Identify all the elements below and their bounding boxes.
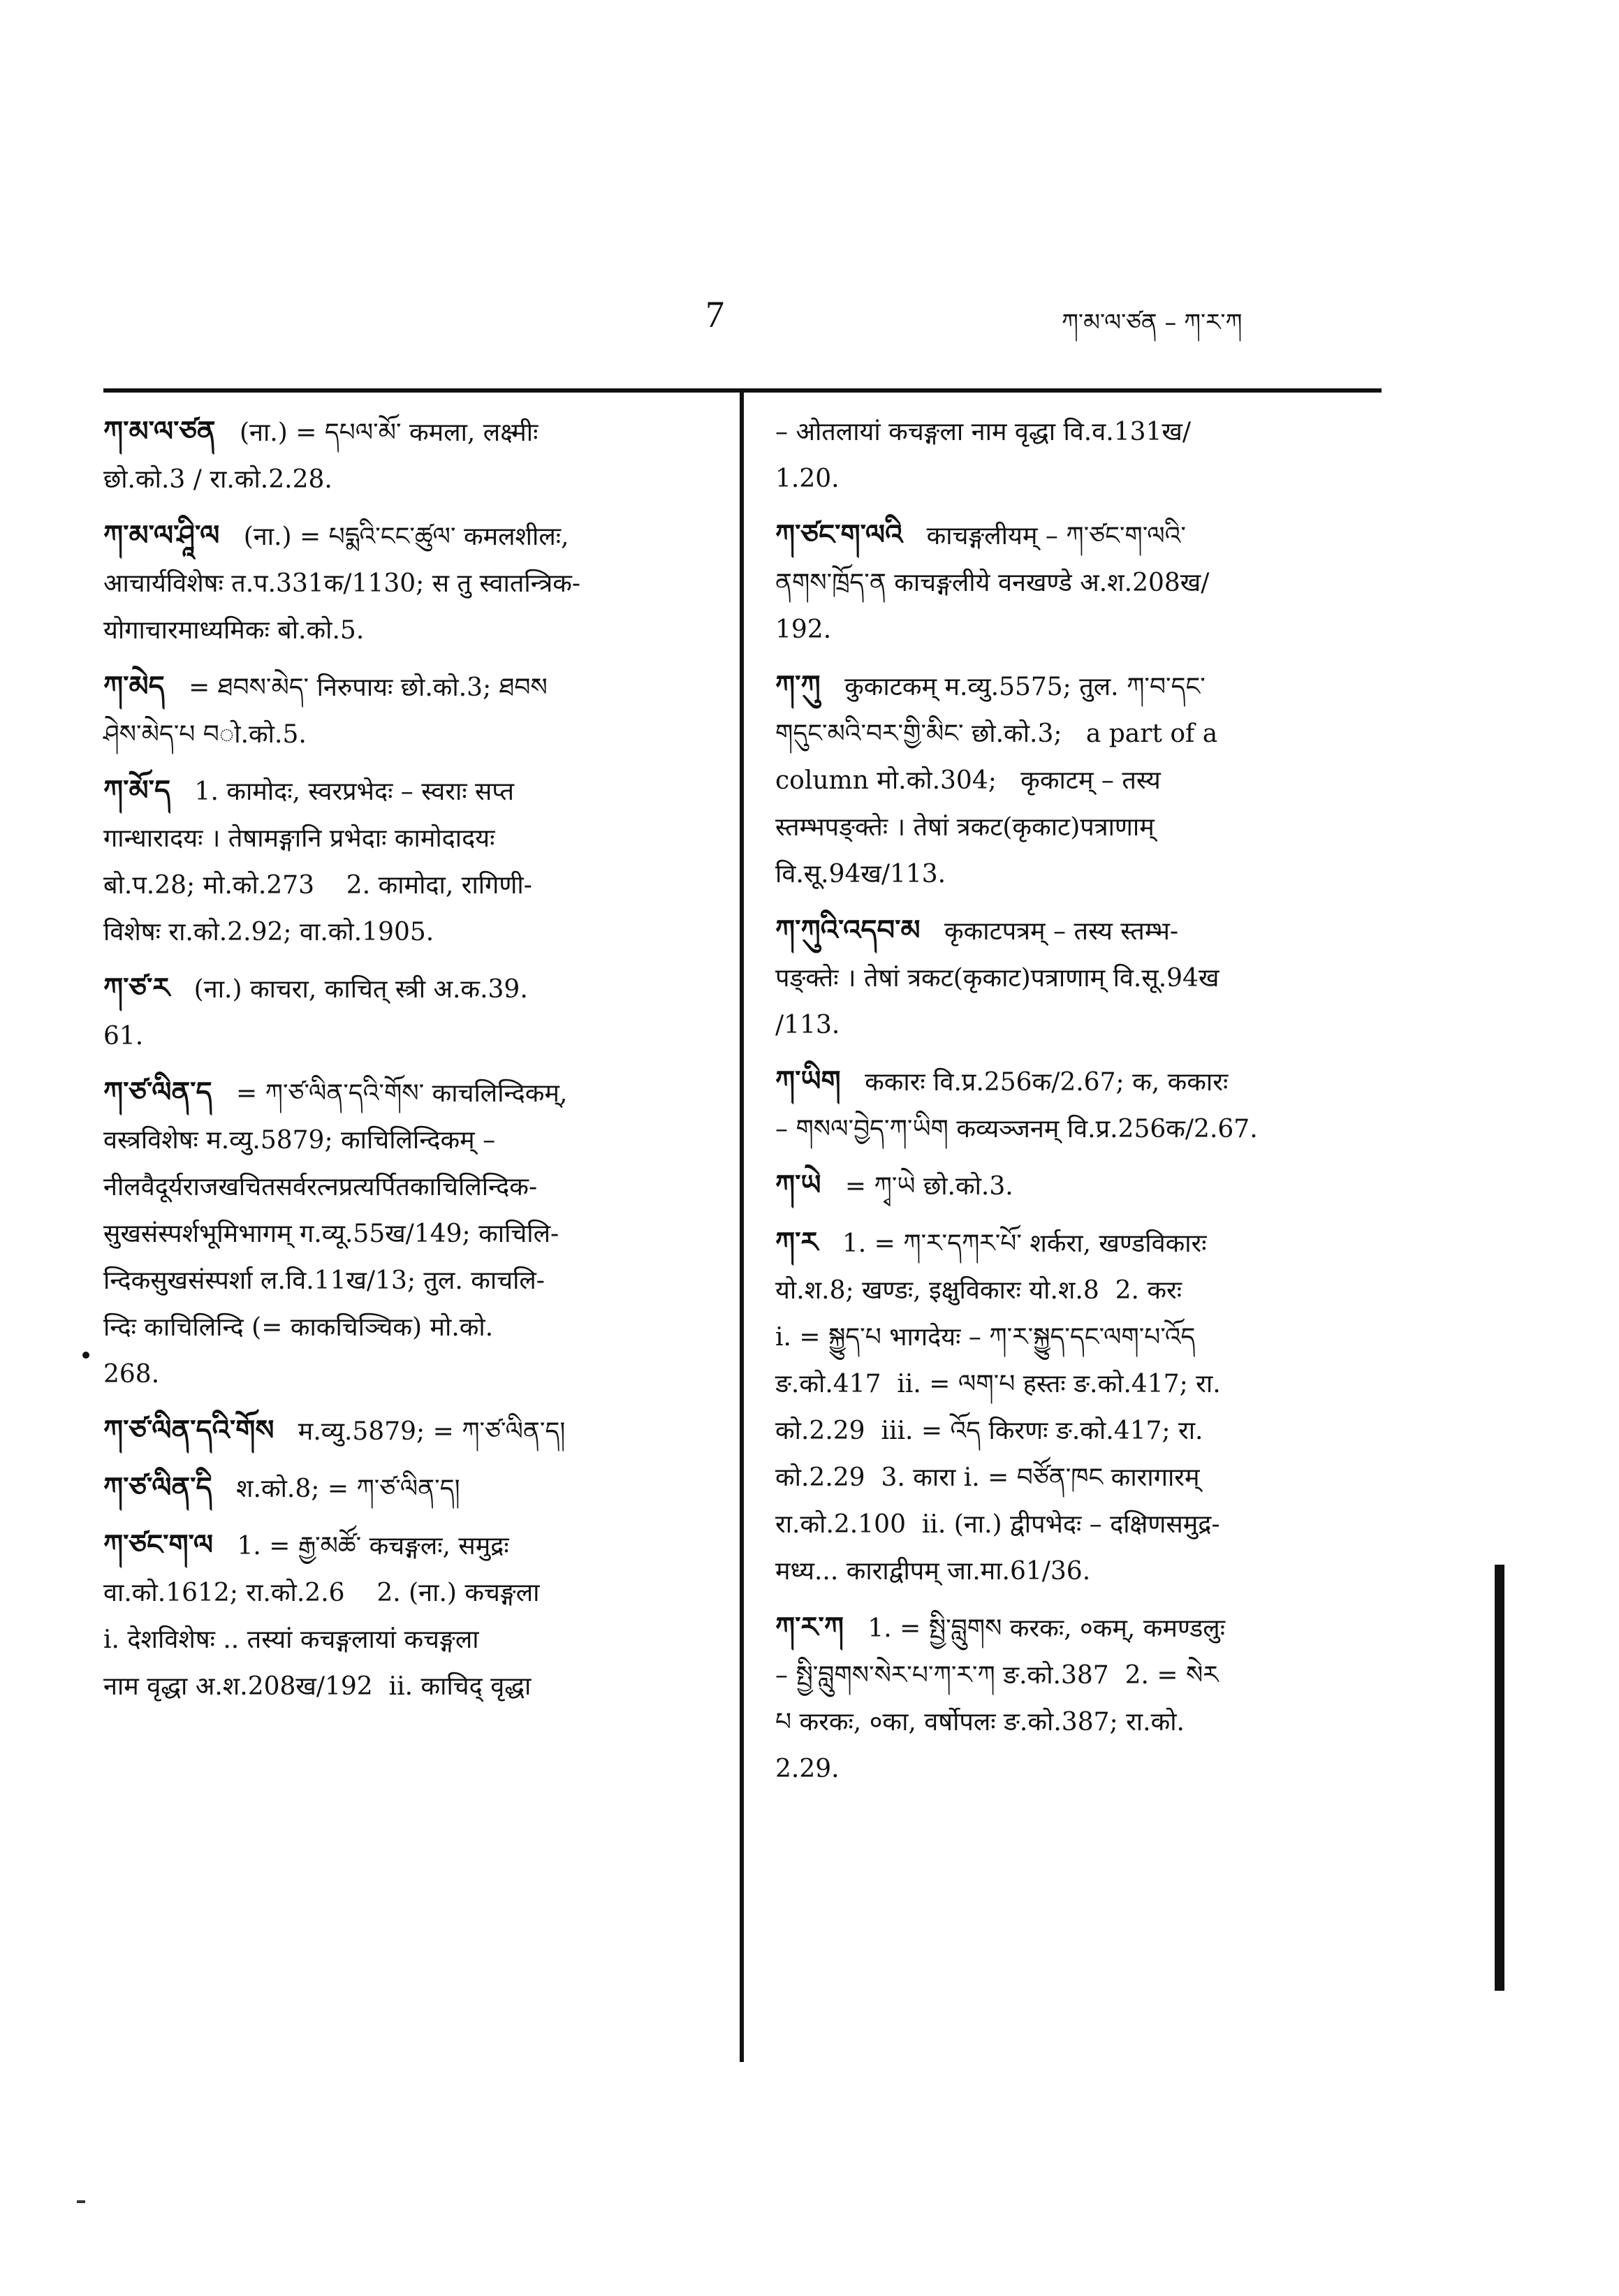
- entry-line: [775, 1002, 1390, 1048]
- entry-text: – ओतलायां कचङ्गला नाम वृद्धा वि.व.131ख/: [775, 418, 1191, 446]
- entry-line: [103, 1117, 704, 1164]
- entry-line: [775, 1162, 1390, 1210]
- entry-line: [775, 907, 1390, 955]
- entry-text: པ करकः, ०का, वर्षोपलः ङ.को.387; रा.को.: [775, 1708, 1185, 1736]
- entry-line: [775, 1267, 1390, 1314]
- entry-text: (ना.) = དཔལ་མོ་ कमला, लक्ष्मीः: [239, 418, 539, 447]
- entry-text: वा.को.1612; रा.को.2.6 2. (ना.) कचङ्गला: [103, 1579, 540, 1607]
- entry-line: [103, 1164, 704, 1211]
- entry-line: [103, 1407, 704, 1455]
- entry-line: [775, 955, 1390, 1002]
- entry-line: [103, 607, 704, 654]
- headword: ཀ་མོ་ད: [103, 775, 171, 807]
- entry-line: [775, 1652, 1390, 1699]
- dictionary-entry: [103, 1465, 704, 1512]
- entry-text: स्तम्भपङ्क्तेः । तेषां त्रकट(कृकाट)पत्राणाम्: [775, 813, 1155, 842]
- entry-line: [775, 1746, 1390, 1792]
- entry-line: [103, 909, 704, 956]
- right-column: [775, 409, 1390, 1802]
- dictionary-entry: [103, 1522, 704, 1710]
- headword: ཀ་ཡེ: [775, 1169, 821, 1201]
- entry-line: [775, 1501, 1390, 1548]
- entry-text: रा.को.2.100 ii. (ना.) द्वीपभेदः – दक्षिणसमुद्र-: [775, 1510, 1220, 1539]
- entry-line: [103, 862, 704, 909]
- dictionary-entry: [103, 1069, 704, 1398]
- entry-text: ཤེས་མེད་པ བो.को.5.: [103, 720, 307, 749]
- entry-line: [103, 1069, 704, 1117]
- dictionary-entry: [103, 664, 704, 758]
- entry-line: [103, 513, 704, 560]
- entry-text: को.2.29 iii. = འོད किरणः ङ.को.417; रा.: [775, 1417, 1203, 1445]
- headword: ཀ་མ་ལ་ཤཱི་ལ: [103, 520, 220, 552]
- entry-text: आचार्यविशेषः त.प.331क/1130; स तु स्वातन्त्रिक-: [103, 569, 581, 598]
- entry-text: 2.29.: [775, 1755, 840, 1783]
- entry-line: [103, 560, 704, 607]
- entry-text: 1. = ཀ་ར་དཀར་པོ་ शर्करा, खण्डविकारः: [842, 1229, 1207, 1258]
- entry-line: [775, 1604, 1390, 1652]
- entry-text: न्दिः काचिलिन्दि (= काकचिञ्चिक) मो.को.: [103, 1313, 494, 1342]
- entry-text: नाम वृद्धा अ.श.208ख/192 ii. काचिद् वृद्धा: [103, 1672, 532, 1701]
- dictionary-entry: [775, 1162, 1390, 1210]
- entry-text: श.को.8; = ཀ་ཙ་ལིན་ད།: [236, 1475, 460, 1503]
- entry-text: i. देशविशेषः .. तस्यां कचङ्गलायां कचङ्गला: [103, 1625, 479, 1654]
- dictionary-entry: [103, 1407, 704, 1455]
- entry-line: [775, 1361, 1390, 1407]
- dictionary-entry: [775, 1604, 1390, 1792]
- headword: ཀ་ཙ་ར: [103, 972, 170, 1004]
- stray-mark: [77, 2200, 85, 2203]
- entry-text: नीलवैदूर्यराजखचितसर्वरत्नप्रत्यर्पितकाचिलिन्दिक-: [103, 1173, 538, 1201]
- entry-text: कुकाटकम् म.व्यु.5575; तुल. ཀ་བ་དང་: [844, 673, 1206, 701]
- entry-text: यो.श.8; खण्डः, इक्षुविकारः यो.श.8 2. करः: [775, 1276, 1182, 1305]
- entry-line: [775, 1699, 1390, 1746]
- dictionary-entry: [103, 409, 704, 503]
- entry-text: 1. कामोदः, स्वरप्रभेदः – स्वराः सप्त: [194, 777, 514, 806]
- entry-line: [103, 1663, 704, 1710]
- dictionary-entry: [775, 663, 1390, 898]
- headword: ཀ་ར་ཀ: [775, 1611, 844, 1644]
- entry-text: = ཀྭ་ཡེ छो.को.3.: [844, 1172, 1013, 1201]
- entry-text: ནགས་ཁྲོད་ན काचङ्गलीये वनखण्डे अ.श.208ख/: [775, 569, 1210, 597]
- entry-line: [775, 804, 1390, 851]
- entry-line: [775, 757, 1390, 804]
- entry-line: [103, 456, 704, 503]
- headword: ཀ་མ་ལ་ཙན: [103, 416, 216, 448]
- entry-line: [103, 1570, 704, 1616]
- entry-text: म.व्यु.5879; = ཀ་ཙ་ལིན་ད།: [298, 1417, 566, 1446]
- entry-line: [103, 1522, 704, 1570]
- column-divider: [740, 393, 744, 2062]
- entry-text: गान्धारादयः । तेषामङ्गानि प्रभेदाः कामोदादयः: [103, 824, 495, 853]
- headword: ཀ་མེད: [103, 671, 165, 703]
- entry-text: (ना.) = པདྨའི་ངང་ཚུལ་ कमलशीलः,: [243, 522, 569, 551]
- entry-text: – སྤྱི་བླུགས་སེར་པ་ཀ་ར་ཀ ङ.को.387 2. = སེར: [775, 1661, 1219, 1690]
- entry-text: /113.: [775, 1011, 840, 1039]
- entry-text: 1. = སྤྱི་བླུགས करकः, ०कम्, कमण्डलुः: [867, 1614, 1225, 1643]
- running-head: ཀ་མ་ལ་ཙན – ཀ་ར་ཀ: [1062, 309, 1243, 337]
- margin-dot: [82, 1352, 89, 1359]
- entry-line: [103, 1616, 704, 1663]
- entry-line: [775, 1058, 1390, 1106]
- entry-line: [103, 664, 704, 711]
- entry-text: विशेषः रा.को.2.92; वा.को.1905.: [103, 918, 434, 946]
- entry-text: कृकाटपत्रम् – तस्य स्तम्भ-: [944, 917, 1179, 946]
- entry-text: ङ.को.417 ii. = ལག་པ हस्तः ङ.को.417; रा.: [775, 1370, 1221, 1398]
- dictionary-entry: [775, 409, 1390, 502]
- entry-line: [775, 1548, 1390, 1595]
- headword: ཀ་ཀུ: [775, 670, 821, 702]
- dictionary-entry: [103, 768, 704, 956]
- entry-text: मध्य... काराद्वीपम् जा.मा.61/36.: [775, 1557, 1091, 1586]
- entry-line: [775, 1106, 1390, 1153]
- dictionary-entry: [103, 513, 704, 654]
- entry-text: काचङ्गलीयम् – ཀ་ཙང་ག་ལའི་: [926, 522, 1186, 550]
- entry-line: [775, 1454, 1390, 1501]
- entry-line: [775, 1220, 1390, 1267]
- entry-line: [775, 663, 1390, 710]
- margin-bar: [1495, 1565, 1504, 1991]
- headword: ཀ་ཙ་ལིན་ད: [103, 1076, 212, 1109]
- dictionary-entry: [775, 907, 1390, 1048]
- dictionary-entry: [775, 512, 1390, 653]
- entry-line: [103, 965, 704, 1013]
- entry-line: [103, 1304, 704, 1351]
- entry-text: 1. = རྒྱ་མཚོ་ कचङ्गलः, समुद्रः: [237, 1532, 509, 1560]
- entry-line: [775, 560, 1390, 606]
- entry-line: [775, 512, 1390, 560]
- entry-text: बो.प.28; मो.को.273 2. कामोदा, रागिणी-: [103, 871, 532, 900]
- entry-line: [775, 409, 1390, 455]
- entry-line: [103, 711, 704, 758]
- entry-line: [775, 606, 1390, 653]
- dictionary-entry: [775, 1058, 1390, 1153]
- headword: ཀ་ཙ་ལིན་དའི་གོས: [103, 1414, 274, 1447]
- page-number: 7: [705, 293, 724, 335]
- entry-text: ककारः वि.प्र.256क/2.67; क, ककारः: [865, 1068, 1229, 1097]
- entry-line: [103, 1257, 704, 1304]
- entry-line: [775, 851, 1390, 898]
- entry-text: – གསལ་བྱེད་ཀ་ཡིག कव्यञ्जनम् वि.प्र.256क/2.67.: [775, 1115, 1258, 1143]
- entry-text: = ཀ་ཙ་ལིན་དའི་གོས་ काचलिन्दिकम्,: [236, 1079, 568, 1108]
- entry-text: सुखसंस्पर्शभूमिभागम् ग.व्यू.55ख/149; काचिलि-: [103, 1220, 559, 1248]
- entry-text: 1.20.: [775, 465, 840, 493]
- entry-line: [103, 1013, 704, 1060]
- entry-line: [775, 1407, 1390, 1454]
- entry-line: [103, 409, 704, 456]
- entry-line: [103, 1465, 704, 1512]
- headword: ཀ་ཙང་ག་ལའི: [775, 519, 903, 551]
- entry-line: [103, 815, 704, 862]
- entry-text: = ཐབས་མེད་ निरुपायः छो.को.3; ཐབས: [189, 673, 548, 702]
- entry-text: न्दिकसुखसंस्पर्शा ल.वि.11ख/13; तुल. काचलि-: [103, 1266, 545, 1295]
- entry-text: 192.: [775, 615, 832, 644]
- entry-text: i. = སྐྱུད་པ भागदेयः – ཀ་ར་སྐྱུད་དང་ལག་པ་འོད: [775, 1323, 1196, 1352]
- entry-line: [103, 768, 704, 815]
- entry-line: [775, 710, 1390, 757]
- headword: ཀ་ཙ་ལིན་དི: [103, 1472, 212, 1504]
- left-column: [103, 409, 704, 1720]
- entry-text: वस्त्रविशेषः म.व्यु.5879; काचिलिन्दिकम् –: [103, 1126, 496, 1155]
- dictionary-entry: [775, 1220, 1390, 1595]
- entry-text: 268.: [103, 1360, 160, 1389]
- headword: ཀ་ཙང་ག་ལ: [103, 1529, 214, 1561]
- entry-text: column मो.को.304; कृकाटम् – तस्य: [775, 766, 1161, 795]
- entry-line: [103, 1351, 704, 1398]
- headword: ཀ་ཀུའི་འདབ་མ: [775, 914, 921, 946]
- entry-text: छो.को.3 / रा.को.2.28.: [103, 465, 332, 494]
- entry-text: གདུང་མའི་བར་གྱི་མིང་ छो.को.3; a part of a: [775, 719, 1218, 748]
- entry-text: (ना.) काचरा, काचित् स्त्री अ.क.39.: [193, 975, 528, 1004]
- headword: ཀ་ཡིག: [775, 1065, 841, 1097]
- entry-text: पङ्क्तेः । तेषां त्रकट(कृकाट)पत्राणाम् वि.सू.94ख: [775, 964, 1219, 993]
- entry-text: को.2.29 3. कारा i. = བཙོན་ཁང कारागारम्: [775, 1463, 1200, 1492]
- headword: ཀ་ར: [775, 1227, 819, 1259]
- entry-line: [103, 1211, 704, 1257]
- entry-line: [775, 1314, 1390, 1361]
- dictionary-entry: [103, 965, 704, 1060]
- entry-text: योगाचारमाध्यमिकः बो.को.5.: [103, 616, 365, 645]
- entry-text: वि.सू.94ख/113.: [775, 860, 946, 889]
- entry-text: 61.: [103, 1022, 144, 1051]
- entry-line: [775, 455, 1390, 502]
